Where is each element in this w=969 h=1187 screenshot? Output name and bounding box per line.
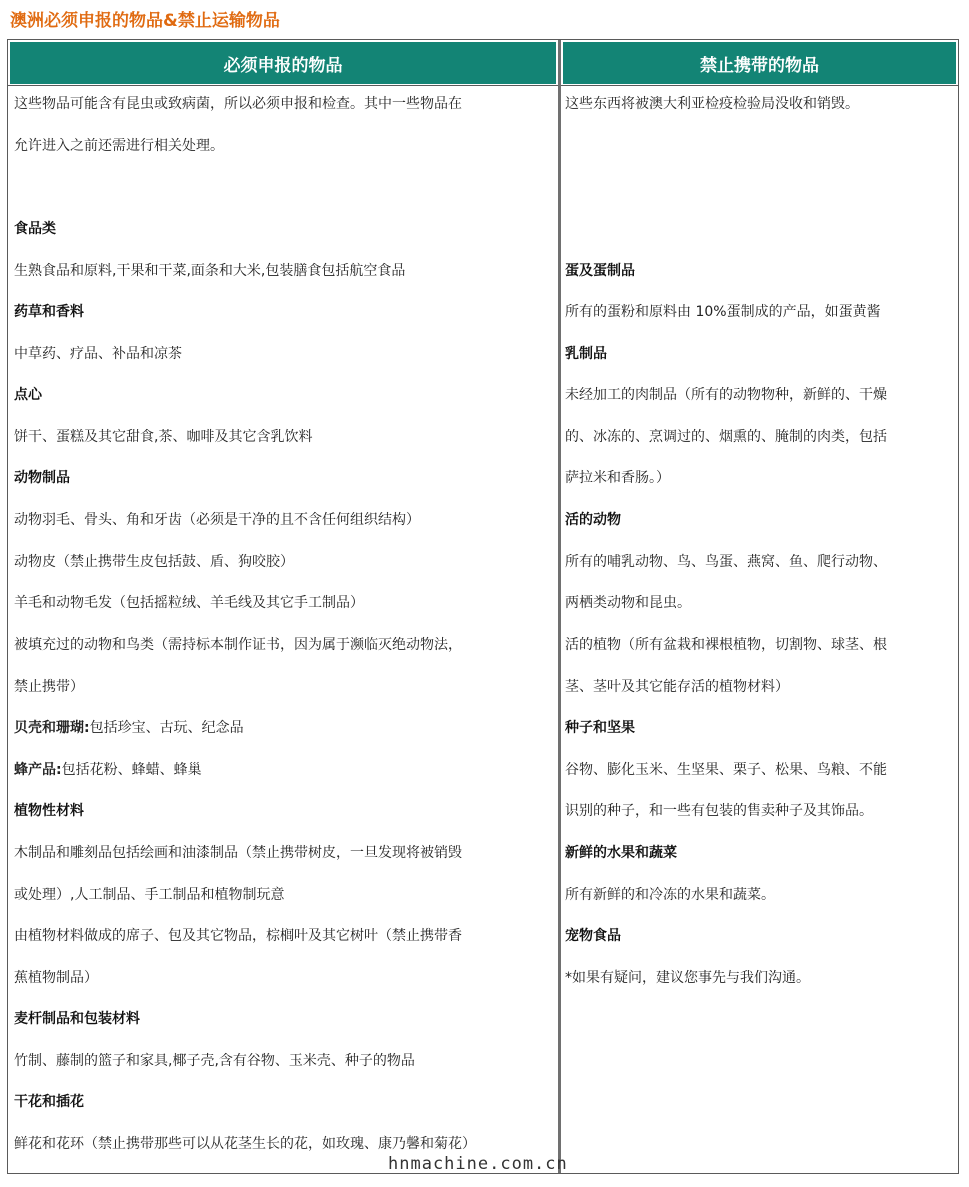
prohibited-category-heading: 乳制品 xyxy=(565,346,607,362)
declare-category-line xyxy=(14,718,244,738)
declare-category-heading: 点心 xyxy=(14,387,42,403)
declare-text-line: 或处理）,人工制品、手工制品和植物制玩意 xyxy=(14,887,285,903)
header-divider xyxy=(8,85,958,86)
declare-text-line: 禁止携带） xyxy=(14,679,84,695)
declare-category-heading: 植物性材料 xyxy=(14,803,84,819)
header-prohibited: 禁止携带的物品 xyxy=(563,42,956,84)
declare-text-line: 饼干、蛋糕及其它甜食,茶、咖啡及其它含乳饮料 xyxy=(14,429,313,445)
page-title: 澳洲必须申报的物品&禁止运输物品 xyxy=(10,11,280,31)
declare-text-line: 动物皮（禁止携带生皮包括鼓、盾、狗咬胶） xyxy=(14,554,294,570)
declare-text-line: 被填充过的动物和鸟类（需持标本制作证书，因为属于濒临灭绝动物法， xyxy=(14,637,462,653)
prohibited-category-heading: 宠物食品 xyxy=(565,928,621,944)
prohibited-text-line: 所有新鲜的和冷冻的水果和蔬菜。 xyxy=(565,887,775,903)
declare-category-heading: 食品类 xyxy=(14,221,56,237)
declare-text-line: 蕉植物制品） xyxy=(14,970,98,986)
declare-inline-category: 贝壳和珊瑚: xyxy=(14,720,90,736)
column-divider xyxy=(558,40,561,1173)
declare-category-heading: 麦杆制品和包装材料 xyxy=(14,1011,140,1027)
declare-text-line: 允许进入之前还需进行相关处理。 xyxy=(14,138,224,154)
items-table xyxy=(7,39,959,1174)
declare-text-line: 鲜花和花环（禁止携带那些可以从花茎生长的花，如玫瑰、康乃馨和菊花） xyxy=(14,1136,476,1152)
prohibited-text-line: 识别的种子，和一些有包装的售卖种子及其饰品。 xyxy=(565,803,873,819)
declare-text-line: 竹制、藤制的篮子和家具,椰子壳,含有谷物、玉米壳、种子的物品 xyxy=(14,1053,415,1069)
declare-inline-text: 包括花粉、蜂蜡、蜂巢 xyxy=(61,762,202,778)
declare-text-line: 动物羽毛、骨头、角和牙齿（必须是干净的且不含任何组织结构） xyxy=(14,512,420,528)
declare-text-line: 这些物品可能含有昆虫或致病菌，所以必须申报和检查。其中一些物品在 xyxy=(14,96,462,112)
prohibited-text-line: 的、冰冻的、烹调过的、烟熏的、腌制的肉类，包括 xyxy=(565,429,887,445)
header-declare: 必须申报的物品 xyxy=(10,42,556,84)
prohibited-text-line: 未经加工的肉制品（所有的动物物种，新鲜的、干燥 xyxy=(565,387,887,403)
prohibited-category-heading: 新鲜的水果和蔬菜 xyxy=(565,845,677,861)
declare-inline-text: 包括珍宝、古玩、纪念品 xyxy=(89,720,244,736)
declare-category-line xyxy=(14,760,202,780)
declare-text-line: 由植物材料做成的席子、包及其它物品，棕榈叶及其它树叶（禁止携带香 xyxy=(14,928,462,944)
declare-text-line: 木制品和雕刻品包括绘画和油漆制品（禁止携带树皮，一旦发现将被销毁 xyxy=(14,845,462,861)
watermark: hnmachine.com.cn xyxy=(388,1154,568,1174)
prohibited-category-heading: 蛋及蛋制品 xyxy=(565,263,635,279)
prohibited-text-line: 所有的蛋粉和原料由 10%蛋制成的产品，如蛋黄酱 xyxy=(565,304,881,320)
prohibited-text-line: 所有的哺乳动物、鸟、鸟蛋、燕窝、鱼、爬行动物、 xyxy=(565,554,887,570)
prohibited-text-line: *如果有疑问，建议您事先与我们沟通。 xyxy=(565,970,810,986)
prohibited-text-line: 萨拉米和香肠。） xyxy=(565,470,670,486)
declare-category-heading: 药草和香料 xyxy=(14,304,84,320)
declare-text-line: 中草药、疗品、补品和凉茶 xyxy=(14,346,182,362)
prohibited-text-line: 两栖类动物和昆虫。 xyxy=(565,595,691,611)
prohibited-text-line: 茎、茎叶及其它能存活的植物材料） xyxy=(565,679,789,695)
declare-inline-category: 蜂产品: xyxy=(14,762,62,778)
prohibited-category-heading: 活的动物 xyxy=(565,512,621,528)
declare-category-heading: 干花和插花 xyxy=(14,1094,84,1110)
declare-text-line: 生熟食品和原料,干果和干菜,面条和大米,包装膳食包括航空食品 xyxy=(14,263,406,279)
prohibited-category-heading: 种子和坚果 xyxy=(565,720,635,736)
prohibited-text-line: 这些东西将被澳大利亚检疫检验局没收和销毁。 xyxy=(565,96,859,112)
prohibited-text-line: 活的植物（所有盆栽和裸根植物，切割物、球茎、根 xyxy=(565,637,887,653)
declare-text-line: 羊毛和动物毛发（包括摇粒绒、羊毛线及其它手工制品） xyxy=(14,595,364,611)
prohibited-text-line: 谷物、膨化玉米、生坚果、栗子、松果、鸟粮、不能 xyxy=(565,762,887,778)
declare-category-heading: 动物制品 xyxy=(14,470,70,486)
